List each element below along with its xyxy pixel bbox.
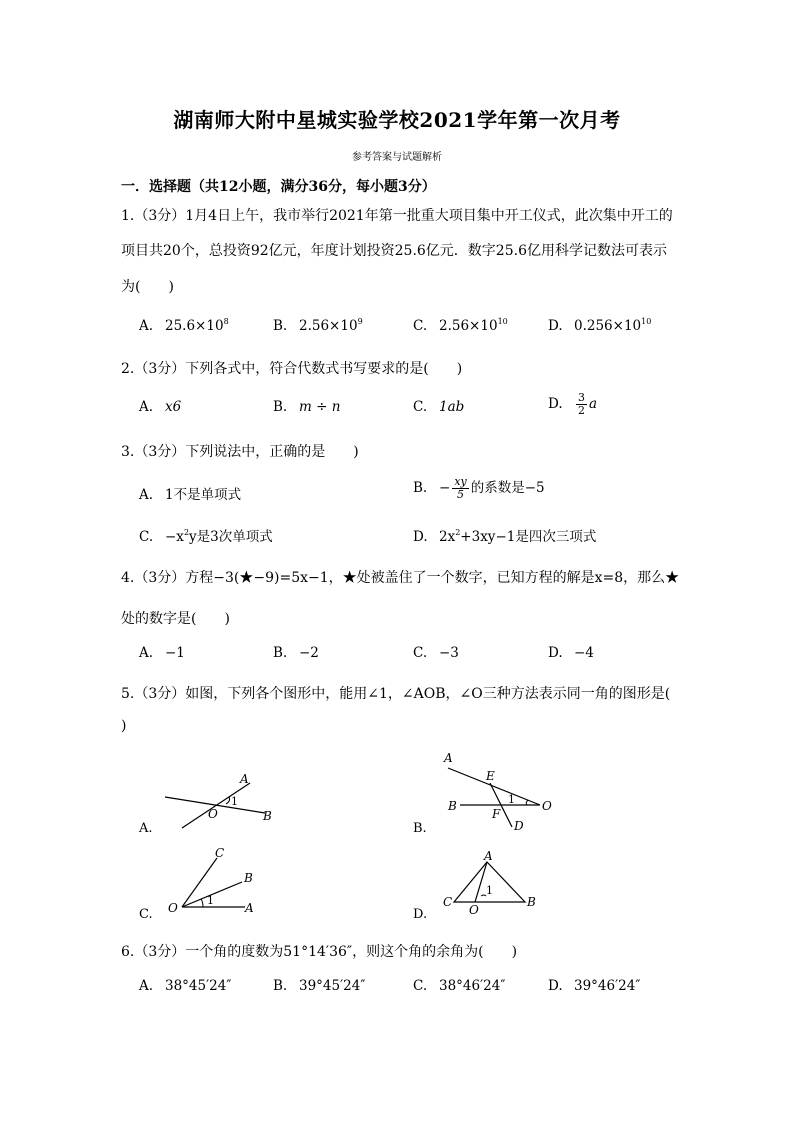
angle-arc [526,800,528,805]
q2-option-a: A. x6 [139,399,182,415]
page-subtitle: 参考答案与试题解析 [352,152,442,163]
q5-option-a-label: A. [139,821,153,836]
line-oa [182,783,250,828]
q5-figure-d [440,850,550,920]
q3-option-b: B. − $\frac{xy}{5}$ 的系数是−5 [413,475,545,501]
label-o: O [168,901,178,915]
q2-option-d: D. $\frac{3}{2}$ a [548,391,598,417]
q6-option-c: C. 38°46′24″ [413,978,506,994]
label-o: O [542,799,552,813]
q4-stem-line1: 4.（3分）方程−3(★−9)=5x−1，★处被盖住了一个数字，已知方程的解是x=8，那么★ [121,570,680,586]
q4-option-c: C. −3 [413,645,459,661]
page-title: 湖南师大附中星城实验学校2021学年第一次月考 [173,108,621,132]
label-o: O [208,807,218,821]
q1-option-c: C. $2.56\times 10^{10}$ [413,317,508,334]
q1-stem-line1: 1.（3分）1月4日上午，我市举行2021年第一批重大项目集中开工仪式，此次集中开工的 [121,208,673,224]
label-o: O [469,903,479,917]
q4-stem-line2: 处的数字是( ) [121,611,230,627]
q2-stem: 2.（3分）下列各式中，符合代数式书写要求的是( ) [121,361,463,377]
label-e: E [486,769,495,783]
label-b: B [263,809,272,823]
q4-option-a: A. −1 [139,645,185,661]
q5-figure-c [165,845,265,920]
q2-option-b: B. m ÷ n [273,399,341,415]
q5-stem-line1: 5.（3分）如图，下列各个图形中，能用∠1，∠AOB，∠O三种方法表示同一角的图形是( [121,686,671,702]
angle-arc [201,899,203,907]
q1-stem-line2: 项目共20个，总投资92亿元，年度计划投资25.6亿元．数字25.6亿用科学记数法可表示 [121,243,667,259]
label-f: F [492,807,501,821]
label-c: C [443,895,453,909]
q1-option-a: A. $25.6\times 10^8$ [139,317,229,334]
q3-stem: 3.（3分）下列说法中，正确的是 ) [121,444,359,460]
label-1: 1 [207,894,214,907]
fraction-3-over-2: $\frac{3}{2}$ [578,391,585,417]
label-a: A [484,850,493,863]
q3-option-a: A. 1不是单项式 [139,487,242,503]
q1-stem-line3: 为( ) [121,279,174,295]
q3-option-d: D. $2x^2+3xy-1$是四次三项式 [413,528,597,545]
label-b: B [244,871,253,885]
q6-option-d: D. 39°46′24″ [548,978,641,994]
label-a: A [240,772,249,786]
q5-option-b-label: B. [413,821,427,836]
q5-stem-line2: ) [121,718,127,734]
q6-stem: 6.（3分）一个角的度数为51°14′36″，则这个角的余角为( ) [121,944,518,960]
label-a: A [444,751,453,765]
label-1: 1 [508,793,515,806]
label-a: A [245,901,254,915]
q2-option-c: C. 1ab [413,399,465,415]
label-d: D [514,819,524,833]
q5-figure-b [440,750,570,835]
q6-option-b: B. 39°45′24″ [273,978,366,994]
q5-option-c-label: C. [139,907,153,922]
label-b: B [527,895,536,909]
q1-option-d: D. $0.256\times 10^{10}$ [548,317,652,334]
section-heading: 一．选择题（共12小题，满分36分，每小题3分） [121,179,436,195]
q1-option-b: B. $2.56\times 10^9$ [273,317,363,334]
label-1: 1 [231,795,238,808]
label-b: B [448,799,457,813]
fraction-xy-over-5: $\frac{xy}{5}$ [454,475,467,501]
label-1: 1 [486,884,493,897]
label-c: C [215,846,225,860]
q4-option-d: D. −4 [548,645,594,661]
q3-option-c: C. $-x^2y$是3次单项式 [139,528,273,545]
q4-option-b: B. −2 [273,645,319,661]
q5-figure-a [160,770,280,830]
q6-option-a: A. 38°45′24″ [139,978,232,994]
q5-option-d-label: D. [413,907,428,922]
